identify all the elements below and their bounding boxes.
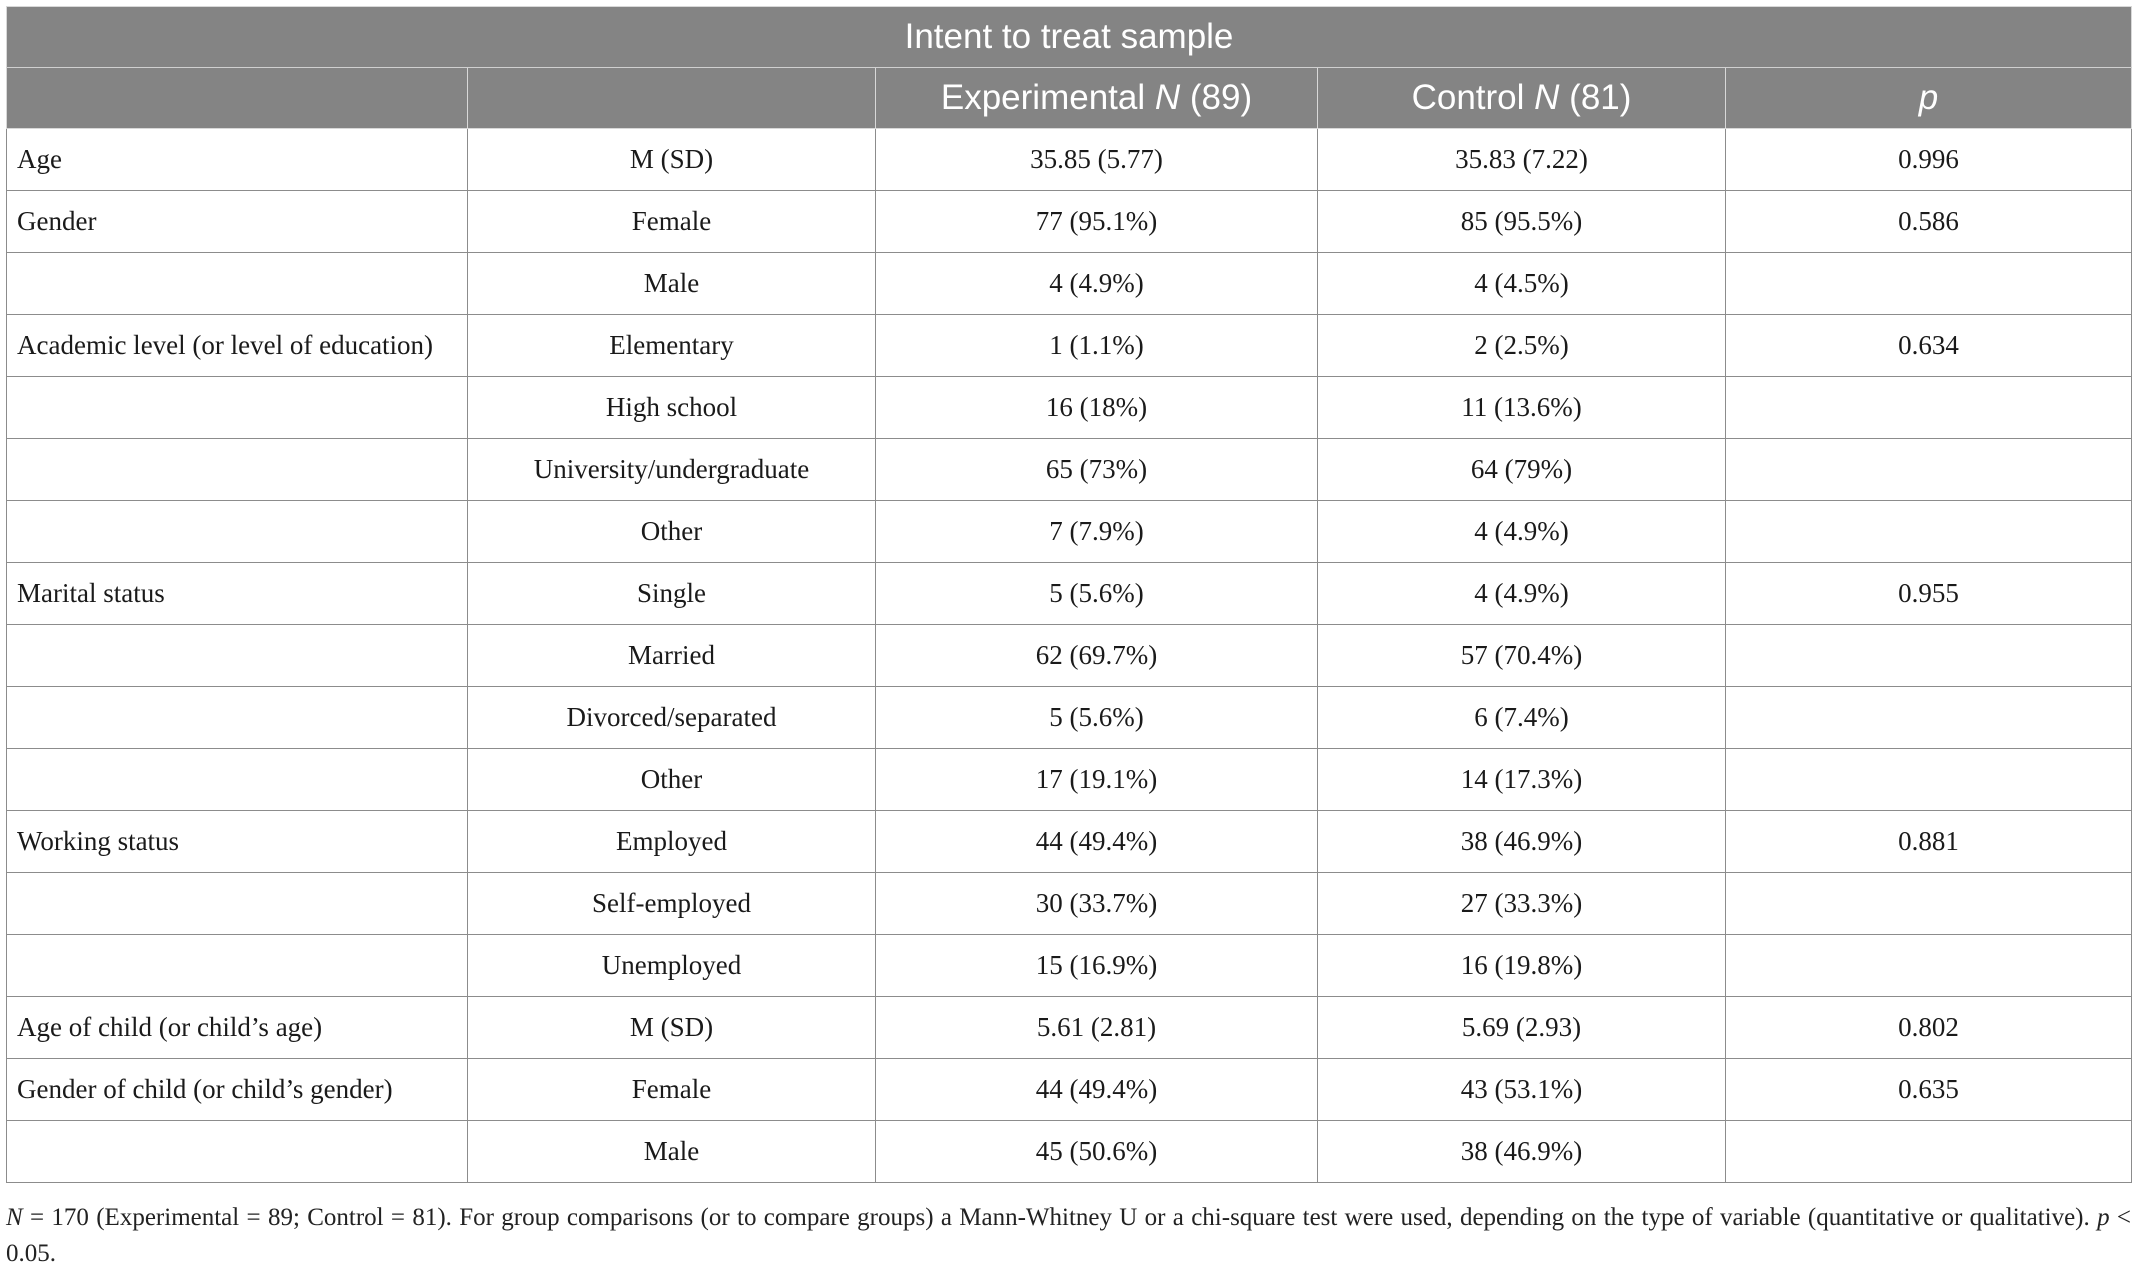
cell-p-value: 0.634 bbox=[1726, 315, 2132, 377]
cell-p-value bbox=[1726, 749, 2132, 811]
table-title: Intent to treat sample bbox=[7, 7, 2132, 68]
cell-p-value bbox=[1726, 935, 2132, 997]
table-title-row bbox=[7, 7, 2132, 68]
cell-control: 64 (79%) bbox=[1318, 439, 1726, 501]
cell-category: Elementary bbox=[468, 315, 876, 377]
cell-control: 43 (53.1%) bbox=[1318, 1059, 1726, 1121]
table-row bbox=[7, 811, 2132, 873]
cell-p-value bbox=[1726, 501, 2132, 563]
cell-control: 11 (13.6%) bbox=[1318, 377, 1726, 439]
table-row bbox=[7, 997, 2132, 1059]
cell-p-value bbox=[1726, 625, 2132, 687]
cell-experimental: 44 (49.4%) bbox=[876, 1059, 1318, 1121]
cell-experimental: 45 (50.6%) bbox=[876, 1121, 1318, 1183]
table-row bbox=[7, 749, 2132, 811]
cell-control: 85 (95.5%) bbox=[1318, 191, 1726, 253]
cell-experimental: 65 (73%) bbox=[876, 439, 1318, 501]
cell-experimental: 16 (18%) bbox=[876, 377, 1318, 439]
cell-variable bbox=[7, 253, 468, 315]
cell-category: Female bbox=[468, 1059, 876, 1121]
header-experimental-count: (89) bbox=[1180, 78, 1253, 117]
table-row bbox=[7, 1121, 2132, 1183]
cell-control: 4 (4.5%) bbox=[1318, 253, 1726, 315]
table-header-row bbox=[7, 68, 2132, 129]
table-row bbox=[7, 873, 2132, 935]
cell-category: Male bbox=[468, 253, 876, 315]
cell-category: Single bbox=[468, 563, 876, 625]
cell-control: 14 (17.3%) bbox=[1318, 749, 1726, 811]
cell-category: M (SD) bbox=[468, 129, 876, 191]
cell-variable bbox=[7, 501, 468, 563]
cell-p-value: 0.996 bbox=[1726, 129, 2132, 191]
cell-category: Other bbox=[468, 501, 876, 563]
header-experimental-label: Experimental bbox=[940, 78, 1155, 117]
cell-p-value: 0.881 bbox=[1726, 811, 2132, 873]
cell-variable bbox=[7, 625, 468, 687]
cell-control: 4 (4.9%) bbox=[1318, 563, 1726, 625]
cell-variable: Gender bbox=[7, 191, 468, 253]
cell-control: 2 (2.5%) bbox=[1318, 315, 1726, 377]
cell-control: 5.69 (2.93) bbox=[1318, 997, 1726, 1059]
cell-variable bbox=[7, 439, 468, 501]
cell-variable: Age of child (or child’s age) bbox=[7, 997, 468, 1059]
header-control-label: Control bbox=[1411, 78, 1535, 117]
cell-p-value bbox=[1726, 687, 2132, 749]
cell-experimental: 5 (5.6%) bbox=[876, 563, 1318, 625]
cell-experimental: 35.85 (5.77) bbox=[876, 129, 1318, 191]
table-row bbox=[7, 1059, 2132, 1121]
header-control-n: N bbox=[1534, 78, 1560, 117]
cell-variable: Gender of child (or child’s gender) bbox=[7, 1059, 468, 1121]
demographics-table-container bbox=[6, 6, 2131, 1183]
header-control bbox=[1318, 68, 1726, 129]
cell-experimental: 44 (49.4%) bbox=[876, 811, 1318, 873]
cell-p-value: 0.586 bbox=[1726, 191, 2132, 253]
cell-category: M (SD) bbox=[468, 997, 876, 1059]
cell-category: Male bbox=[468, 1121, 876, 1183]
cell-control: 57 (70.4%) bbox=[1318, 625, 1726, 687]
table-row bbox=[7, 625, 2132, 687]
cell-category: Female bbox=[468, 191, 876, 253]
table-row bbox=[7, 439, 2132, 501]
cell-experimental: 15 (16.9%) bbox=[876, 935, 1318, 997]
cell-control: 38 (46.9%) bbox=[1318, 811, 1726, 873]
cell-control: 16 (19.8%) bbox=[1318, 935, 1726, 997]
table-row bbox=[7, 191, 2132, 253]
cell-p-value bbox=[1726, 1121, 2132, 1183]
cell-control: 38 (46.9%) bbox=[1318, 1121, 1726, 1183]
table-row bbox=[7, 563, 2132, 625]
cell-category: Divorced/separated bbox=[468, 687, 876, 749]
cell-category: Self-employed bbox=[468, 873, 876, 935]
cell-category: High school bbox=[468, 377, 876, 439]
cell-p-value bbox=[1726, 253, 2132, 315]
cell-p-value bbox=[1726, 873, 2132, 935]
footnote-p-symbol: p bbox=[2097, 1204, 2110, 1231]
cell-experimental: 30 (33.7%) bbox=[876, 873, 1318, 935]
cell-variable bbox=[7, 749, 468, 811]
cell-control: 35.83 (7.22) bbox=[1318, 129, 1726, 191]
cell-variable: Marital status bbox=[7, 563, 468, 625]
table-footnote bbox=[6, 1200, 2131, 1272]
cell-variable: Age bbox=[7, 129, 468, 191]
table-row bbox=[7, 377, 2132, 439]
cell-variable: Academic level (or level of education) bbox=[7, 315, 468, 377]
footnote-threshold: < 0.05. bbox=[6, 1204, 2131, 1267]
table-row bbox=[7, 687, 2132, 749]
cell-experimental: 77 (95.1%) bbox=[876, 191, 1318, 253]
cell-experimental: 62 (69.7%) bbox=[876, 625, 1318, 687]
table-row bbox=[7, 315, 2132, 377]
cell-p-value: 0.635 bbox=[1726, 1059, 2132, 1121]
cell-p-value: 0.802 bbox=[1726, 997, 2132, 1059]
footnote-n-symbol: N bbox=[6, 1204, 23, 1231]
cell-control: 27 (33.3%) bbox=[1318, 873, 1726, 935]
table-row bbox=[7, 935, 2132, 997]
cell-control: 4 (4.9%) bbox=[1318, 501, 1726, 563]
cell-variable: Working status bbox=[7, 811, 468, 873]
cell-control: 6 (7.4%) bbox=[1318, 687, 1726, 749]
cell-category: Married bbox=[468, 625, 876, 687]
table-row bbox=[7, 501, 2132, 563]
cell-experimental: 7 (7.9%) bbox=[876, 501, 1318, 563]
cell-p-value: 0.955 bbox=[1726, 563, 2132, 625]
cell-experimental: 1 (1.1%) bbox=[876, 315, 1318, 377]
cell-variable bbox=[7, 873, 468, 935]
table-row bbox=[7, 253, 2132, 315]
cell-variable bbox=[7, 1121, 468, 1183]
demographics-table bbox=[6, 6, 2132, 1183]
cell-category: Unemployed bbox=[468, 935, 876, 997]
cell-experimental: 5 (5.6%) bbox=[876, 687, 1318, 749]
cell-experimental: 5.61 (2.81) bbox=[876, 997, 1318, 1059]
footnote-text: = 170 (Experimental = 89; Control = 81). For group comparisons (or to compare groups) a Mann-Whitney U or a chi-square test were used, depending on the type of variable (quantitative or qualitative). bbox=[22, 1204, 2098, 1231]
cell-variable bbox=[7, 935, 468, 997]
cell-variable bbox=[7, 687, 468, 749]
table-row bbox=[7, 129, 2132, 191]
cell-category: Employed bbox=[468, 811, 876, 873]
cell-category: Other bbox=[468, 749, 876, 811]
cell-category: University/undergraduate bbox=[468, 439, 876, 501]
header-category bbox=[468, 68, 876, 129]
cell-variable bbox=[7, 377, 468, 439]
cell-experimental: 17 (19.1%) bbox=[876, 749, 1318, 811]
header-variable bbox=[7, 68, 468, 129]
header-control-count: (81) bbox=[1559, 78, 1632, 117]
cell-p-value bbox=[1726, 439, 2132, 501]
cell-experimental: 4 (4.9%) bbox=[876, 253, 1318, 315]
header-experimental-n: N bbox=[1154, 78, 1181, 117]
header-p-value: p bbox=[1726, 68, 2132, 129]
cell-p-value bbox=[1726, 377, 2132, 439]
header-experimental bbox=[876, 68, 1318, 129]
